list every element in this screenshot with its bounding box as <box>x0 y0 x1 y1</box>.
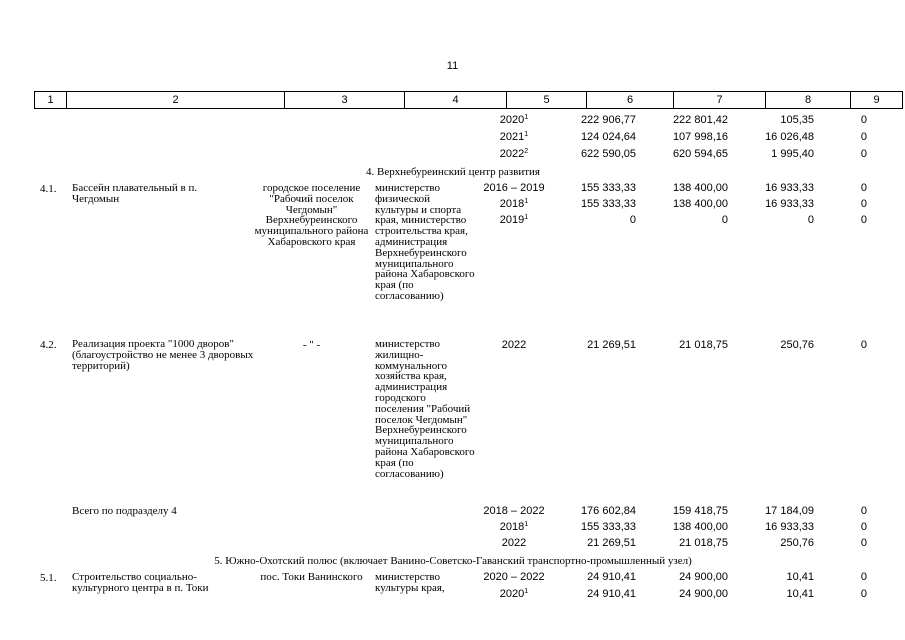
amount-local: 1 995,40 <box>771 148 814 160</box>
amount-other: 0 <box>860 182 867 194</box>
amount-regional: 159 418,75 <box>672 505 728 517</box>
column-header-row <box>34 91 903 109</box>
column-header: 1 <box>35 92 67 109</box>
total-label: Всего по подразделу 4 <box>72 505 177 517</box>
amount-total: 124 024,64 <box>580 131 636 143</box>
amount-regional: 222 801,42 <box>672 114 728 126</box>
amount-other: 0 <box>860 571 867 583</box>
amount-other: 0 <box>860 198 867 210</box>
amount-other: 0 <box>860 114 867 126</box>
section-title: 4. Верхнебуреинский центр развития <box>366 166 540 178</box>
item-name: Реализация проекта "1000 дворов" (благоустройство не менее 3 дворовых территорий) <box>72 338 254 372</box>
year-cell: 2020 – 2022 <box>483 571 545 583</box>
amount-regional: 138 400,00 <box>672 521 728 533</box>
amount-local: 17 184,09 <box>765 505 814 517</box>
amount-local: 250,76 <box>780 339 814 351</box>
amount-total: 0 <box>629 214 636 226</box>
amount-other: 0 <box>860 148 867 160</box>
item-number: 5.1. <box>40 572 57 584</box>
amount-regional: 620 594,65 <box>672 148 728 160</box>
year-cell: 2018 – 2022 <box>483 505 545 517</box>
column-header: 6 <box>587 92 674 109</box>
column-header: 7 <box>674 92 766 109</box>
amount-regional: 107 998,16 <box>672 131 728 143</box>
amount-total: 155 333,33 <box>580 198 636 210</box>
year-cell: 2016 – 2019 <box>483 182 545 194</box>
year-cell: 2020$^1$ <box>499 114 529 126</box>
amount-other: 0 <box>860 537 867 549</box>
amount-local: 16 026,48 <box>765 131 814 143</box>
amount-other: 0 <box>860 588 867 600</box>
amount-regional: 138 400,00 <box>672 182 728 194</box>
amount-local: 10,41 <box>786 588 814 600</box>
item-location: городское поселение "Рабочий поселок Чегдомын" Верхнебуреинского муниципального района Хабаровского края <box>254 182 369 248</box>
column-header: 3 <box>285 92 405 109</box>
amount-regional: 138 400,00 <box>672 198 728 210</box>
amount-total: 622 590,05 <box>580 148 636 160</box>
amount-regional: 24 900,00 <box>679 571 728 583</box>
column-header: 2 <box>67 92 285 109</box>
item-name: Бассейн плавательный в п. Чегдомын <box>72 182 198 205</box>
amount-other: 0 <box>860 339 867 351</box>
year-cell: 2022 <box>501 537 527 549</box>
amount-local: 16 933,33 <box>765 198 814 210</box>
year-cell: 2018$^1$ <box>499 521 529 533</box>
amount-local: 250,76 <box>780 537 814 549</box>
year-cell: 2021$^1$ <box>499 131 529 143</box>
amount-total: 21 269,51 <box>587 339 636 351</box>
amount-local: 10,41 <box>786 571 814 583</box>
item-name: Строительство социально-культурного центра в п. Токи <box>72 571 209 594</box>
section-title: 5. Южно-Охотский полюс (включает Ванино-Советско-Гаванский транспортно-промышленный узел) <box>214 555 692 567</box>
column-header: 5 <box>507 92 587 109</box>
column-header: 9 <box>851 92 903 109</box>
amount-total: 24 910,41 <box>587 571 636 583</box>
page-number: 11 <box>446 60 459 72</box>
item-executor: министерство культуры края, <box>375 571 445 594</box>
column-header: 8 <box>766 92 851 109</box>
year-cell: 2022$^2$ <box>499 148 529 160</box>
amount-local: 105,35 <box>780 114 814 126</box>
amount-total: 155 333,33 <box>580 182 636 194</box>
amount-other: 0 <box>860 521 867 533</box>
amount-regional: 24 900,00 <box>679 588 728 600</box>
amount-total: 176 602,84 <box>580 505 636 517</box>
item-number: 4.2. <box>40 339 57 351</box>
column-header: 4 <box>405 92 507 109</box>
item-executor: министерство физической культуры и спорта края, министерство строительства края, администрация Верхнебуреинского муниципального района Хабаровского края (по согласованию) <box>375 182 475 302</box>
amount-other: 0 <box>860 131 867 143</box>
amount-local: 16 933,33 <box>765 521 814 533</box>
year-cell: 2019$^1$ <box>499 214 529 226</box>
amount-regional: 21 018,75 <box>679 537 728 549</box>
item-location: - " - <box>302 339 321 351</box>
amount-total: 24 910,41 <box>587 588 636 600</box>
year-cell: 2018$^1$ <box>499 198 529 210</box>
amount-other: 0 <box>860 505 867 517</box>
amount-regional: 0 <box>721 214 728 226</box>
amount-total: 155 333,33 <box>580 521 636 533</box>
amount-total: 21 269,51 <box>587 537 636 549</box>
amount-regional: 21 018,75 <box>679 339 728 351</box>
amount-total: 222 906,77 <box>580 114 636 126</box>
year-cell: 2020$^1$ <box>499 588 529 600</box>
amount-local: 16 933,33 <box>765 182 814 194</box>
item-executor: министерство жилищно-коммунального хозяйства края, администрация городского поселения "Рабочий поселок Чегдомын" Верхнебуреинского муниципального района Хабаровского края (по согласованию) <box>375 338 475 480</box>
item-location: пос. Токи Ванинского <box>260 571 363 583</box>
year-cell: 2022 <box>501 339 527 351</box>
amount-local: 0 <box>807 214 814 226</box>
item-number: 4.1. <box>40 183 57 195</box>
amount-other: 0 <box>860 214 867 226</box>
